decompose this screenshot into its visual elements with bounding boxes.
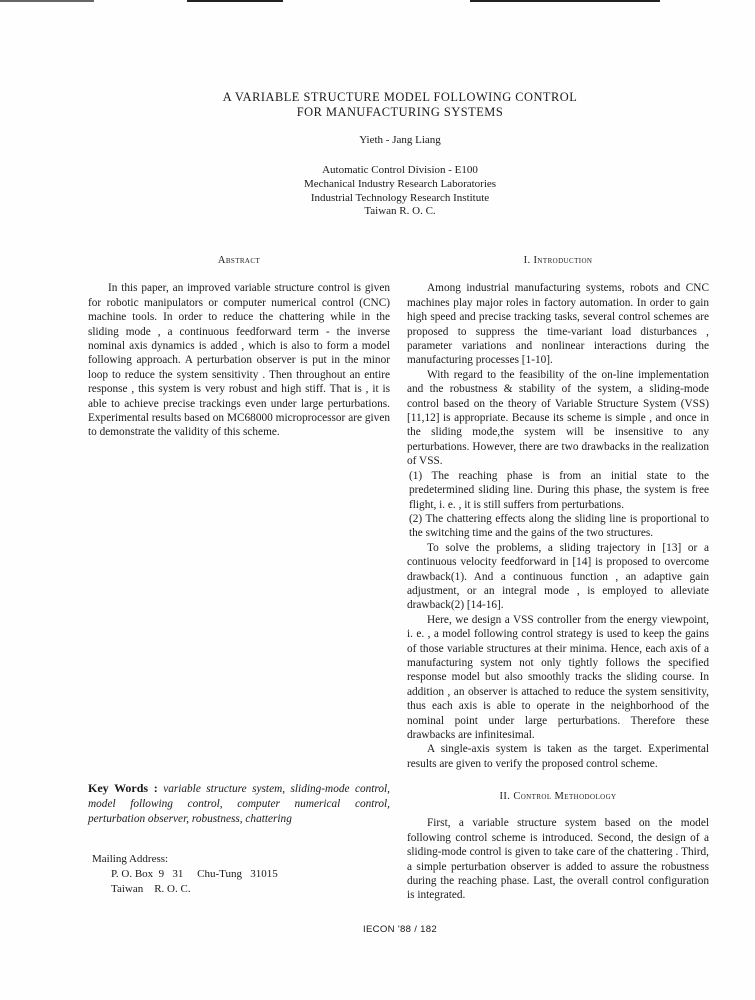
scan-edge-line: [0, 0, 94, 2]
abstract-text: In this paper, an improved variable structure control is given for robotic manipulators or computer numerical control (CNC) machine tools. In order to reduce the chattering while in the sliding mode , a continuous feedforward term - the inverse nominal axis dynamics is added , which is also to form a model following approach. A perturbation observer is put in the minor loop to reduce the system sensitivity . Then throughout an entire response , this system is very robust and high stiff. That is , it is able to achieve precise trackings even under large perturbations. Experimental results based on MC68000 microprocessor are given to demonstrate the validity of this scheme.: [88, 282, 390, 439]
author-name: Yieth - Jang Liang: [359, 134, 441, 146]
keywords-block: [88, 781, 390, 827]
title-line-1: A VARIABLE STRUCTURE MODEL FOLLOWING CONTROL: [222, 90, 578, 104]
methodology-paragraph: First, a variable structure system based on the model following control scheme is introduced. Second, the design of a sliding-mode control is given to take care of the chattering . Third, a simple perturbation observer is added to assure the robustness during the reaching phase. Last, the overall control configuration is integrated.: [407, 817, 709, 902]
intro-paragraph: Among industrial manufacturing systems, robots and CNC machines play major roles in factory automation. In order to gain high speed and precise tracking tasks, several control schemes are proposed to suppress the time-variant load disturbances , parameter variations and nonlinear interactions during the manufacturing processes [1-10].: [407, 282, 709, 367]
mailing-line-1: P. O. Box 9 31 Chu-Tung 31015: [111, 868, 278, 880]
methodology-heading: II. Control Methodology: [499, 791, 617, 802]
scan-edge-line: [470, 0, 660, 2]
affiliation-line: Automatic Control Division - E100: [322, 164, 478, 176]
methodology-section: [407, 790, 709, 903]
affiliation-block: [200, 164, 600, 219]
affiliation-line: Mechanical Industry Research Laboratories: [303, 177, 497, 190]
affiliation-line: Taiwan R. O. C.: [364, 205, 436, 218]
paper-title: [180, 90, 620, 120]
keywords-text: variable structure system, sliding-mode control, model following control, computer numerical control, perturbation observer, robustness, chattering: [88, 783, 390, 825]
title-line-2: FOR MANUFACTURING SYSTEMS: [296, 105, 504, 119]
intro-paragraph: Here, we design a VSS controller from the energy viewpoint, i. e. , a model following control strategy is used to keep the gains of those variable structures at their minima. Hence, each axis of a manufacturing system not only tightly follows the specified response model but also smoothly tracks the sliding course. In addition , an observer is attached to reduce the system sensitivity, thus each axis is able to operate in the neighborhood of the nominal point under large perturbations. Therefore these drawbacks are infinitesimal.: [407, 613, 709, 741]
intro-paragraph: With regard to the feasibility of the on-line implementation and the robustness & stability of the system, a sliding-mode control based on the theory of Variable Structure System (VSS) [11,12] is appropriate. Because its scheme is simple , and once in the sliding mode,the system will be insensitive to any perturbations. However, there are two drawbacks in the realization of VSS.: [407, 368, 709, 468]
intro-drawback-1: (1) The reaching phase is from an initial state to the predetermined sliding line. During this phase, the system is free flight, i. e. , it is still suffers from perturbations.: [409, 469, 709, 511]
introduction-heading: I. Introduction: [523, 255, 593, 266]
keywords-label: Key Words :: [88, 781, 158, 795]
scan-edge-line: [187, 0, 283, 2]
intro-paragraph: A single-axis system is taken as the target. Experimental results are given to verify the proposed control scheme.: [407, 743, 709, 770]
introduction-section: [407, 254, 709, 771]
mailing-label: Mailing Address:: [92, 853, 169, 865]
mailing-address: [92, 852, 278, 897]
intro-paragraph: To solve the problems, a sliding trajectory in [13] or a continuous velocity feedforward in [14] is proposed to overcome drawback(1). And a continuous function , an adaptive gain adjustment, or an integral mode , is employed to alleviate drawback(2) [14-16].: [407, 541, 709, 612]
page-footer: IECON '88 / 182: [363, 924, 438, 935]
intro-drawback-2: (2) The chattering effects along the sliding line is proportional to the switching time and the gains of the two structures.: [409, 512, 709, 540]
affiliation-line: Industrial Technology Research Institute: [310, 191, 490, 204]
abstract-heading: Abstract: [217, 255, 261, 266]
abstract-section: [88, 254, 390, 440]
mailing-line-2: Taiwan R. O. C.: [111, 883, 191, 895]
